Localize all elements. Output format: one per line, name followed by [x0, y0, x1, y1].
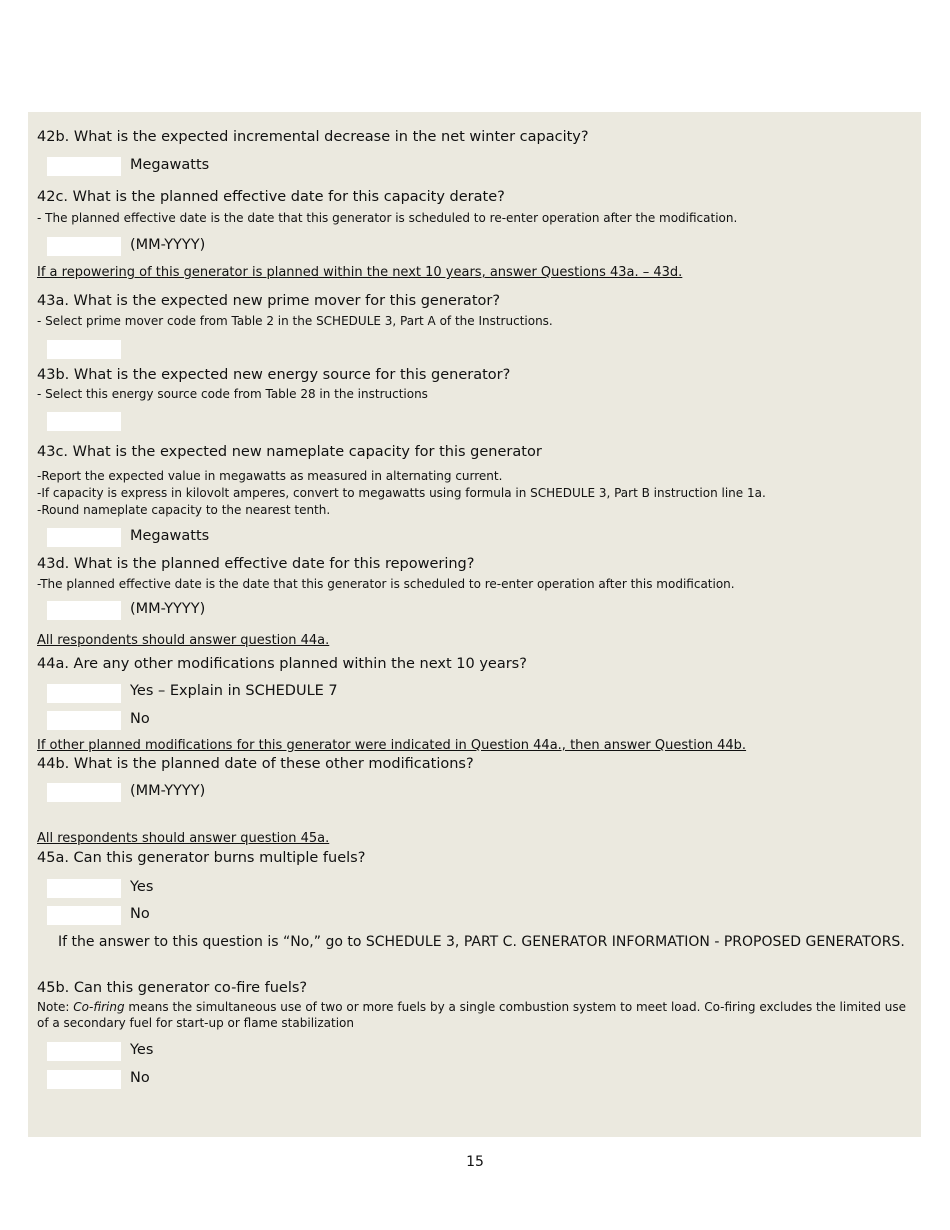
hint-43c-3: -Round nameplate capacity to the nearest tenth. — [37, 503, 331, 517]
hint-43a: - Select prime mover code from Table 2 in the SCHEDULE 3, Part A of the Instructions. — [37, 314, 553, 328]
multiple-fuels-yes-box[interactable] — [47, 879, 121, 898]
condition-43: If a repowering of this generator is planned within the next 10 years, answer Questions 43a. – 43d. — [37, 265, 683, 280]
nameplate-capacity-input[interactable] — [47, 528, 121, 547]
yes-label-44a: Yes – Explain in SCHEDULE 7 — [130, 683, 338, 699]
hint-42c: - The planned effective date is the date that this generator is scheduled to re-enter operation after the modification. — [37, 211, 738, 225]
energy-source-input[interactable] — [47, 412, 121, 431]
condition-44a: All respondents should answer question 44a. — [37, 633, 330, 648]
hint-43c-1: -Report the expected value in megawatts as measured in alternating current. — [37, 469, 503, 483]
cofire-yes-box[interactable] — [47, 1042, 121, 1061]
unit-label-42c: (MM-YYYY) — [130, 237, 206, 253]
condition-44b: If other planned modifications for this generator were indicated in Question 44a., then answer Question 44b. — [37, 738, 747, 753]
note-text: means the simultaneous use of two or more fuels by a single combustion system to meet load. Co-firing excludes the limited use of a secondary fuel for start-up or flame stabilization — [37, 1000, 906, 1030]
unit-label-44b: (MM-YYYY) — [130, 783, 206, 799]
no-label-45b: No — [130, 1070, 150, 1086]
other-mods-date-input[interactable] — [47, 783, 121, 802]
question-43c: 43c. What is the expected new nameplate capacity for this generator — [37, 444, 542, 460]
question-44a: 44a. Are any other modifications planned within the next 10 years? — [37, 656, 527, 672]
page-number: 15 — [466, 1154, 484, 1170]
condition-45a: All respondents should answer question 45a. — [37, 831, 330, 846]
question-43d: 43d. What is the planned effective date for this repowering? — [37, 556, 475, 572]
multiple-fuels-no-box[interactable] — [47, 906, 121, 925]
hint-43c-2: -If capacity is express in kilovolt amperes, convert to megawatts using formula in SCHEDULE 3, Part B instruction line 1a. — [37, 486, 766, 500]
derate-date-input[interactable] — [47, 237, 121, 256]
skip-instruction-45a: If the answer to this question is “No,” go to SCHEDULE 3, PART C. GENERATOR INFORMATION - PROPOSED GENERATORS. — [58, 934, 905, 950]
question-42c: 42c. What is the planned effective date for this capacity derate? — [37, 189, 505, 205]
question-45a: 45a. Can this generator burns multiple fuels? — [37, 850, 366, 866]
hint-43b: - Select this energy source code from Table 28 in the instructions — [37, 387, 428, 401]
cofire-no-box[interactable] — [47, 1070, 121, 1089]
other-mods-no-box[interactable] — [47, 711, 121, 730]
note-prefix: Note: — [37, 1000, 74, 1014]
no-label-45a: No — [130, 906, 150, 922]
repowering-date-input[interactable] — [47, 601, 121, 620]
question-45b: 45b. Can this generator co-fire fuels? — [37, 980, 308, 996]
question-44b: 44b. What is the planned date of these other modifications? — [37, 756, 474, 772]
yes-label-45b: Yes — [130, 1042, 154, 1058]
question-43b: 43b. What is the expected new energy source for this generator? — [37, 367, 511, 383]
unit-label-43d: (MM-YYYY) — [130, 601, 206, 617]
yes-label-45a: Yes — [130, 879, 154, 895]
unit-label-43c: Megawatts — [130, 528, 210, 544]
cofiring-note — [37, 999, 912, 1031]
other-mods-yes-box[interactable] — [47, 684, 121, 703]
no-label-44a: No — [130, 711, 150, 727]
prime-mover-input[interactable] — [47, 340, 121, 359]
note-term: Co-firing — [73, 1000, 125, 1014]
net-winter-decrease-input[interactable] — [47, 157, 121, 176]
unit-label-42b: Megawatts — [130, 157, 210, 173]
question-43a: 43a. What is the expected new prime mover for this generator? — [37, 293, 501, 309]
hint-43d: -The planned effective date is the date that this generator is scheduled to re-enter operation after this modification. — [37, 577, 735, 591]
question-42b: 42b. What is the expected incremental decrease in the net winter capacity? — [37, 129, 589, 145]
